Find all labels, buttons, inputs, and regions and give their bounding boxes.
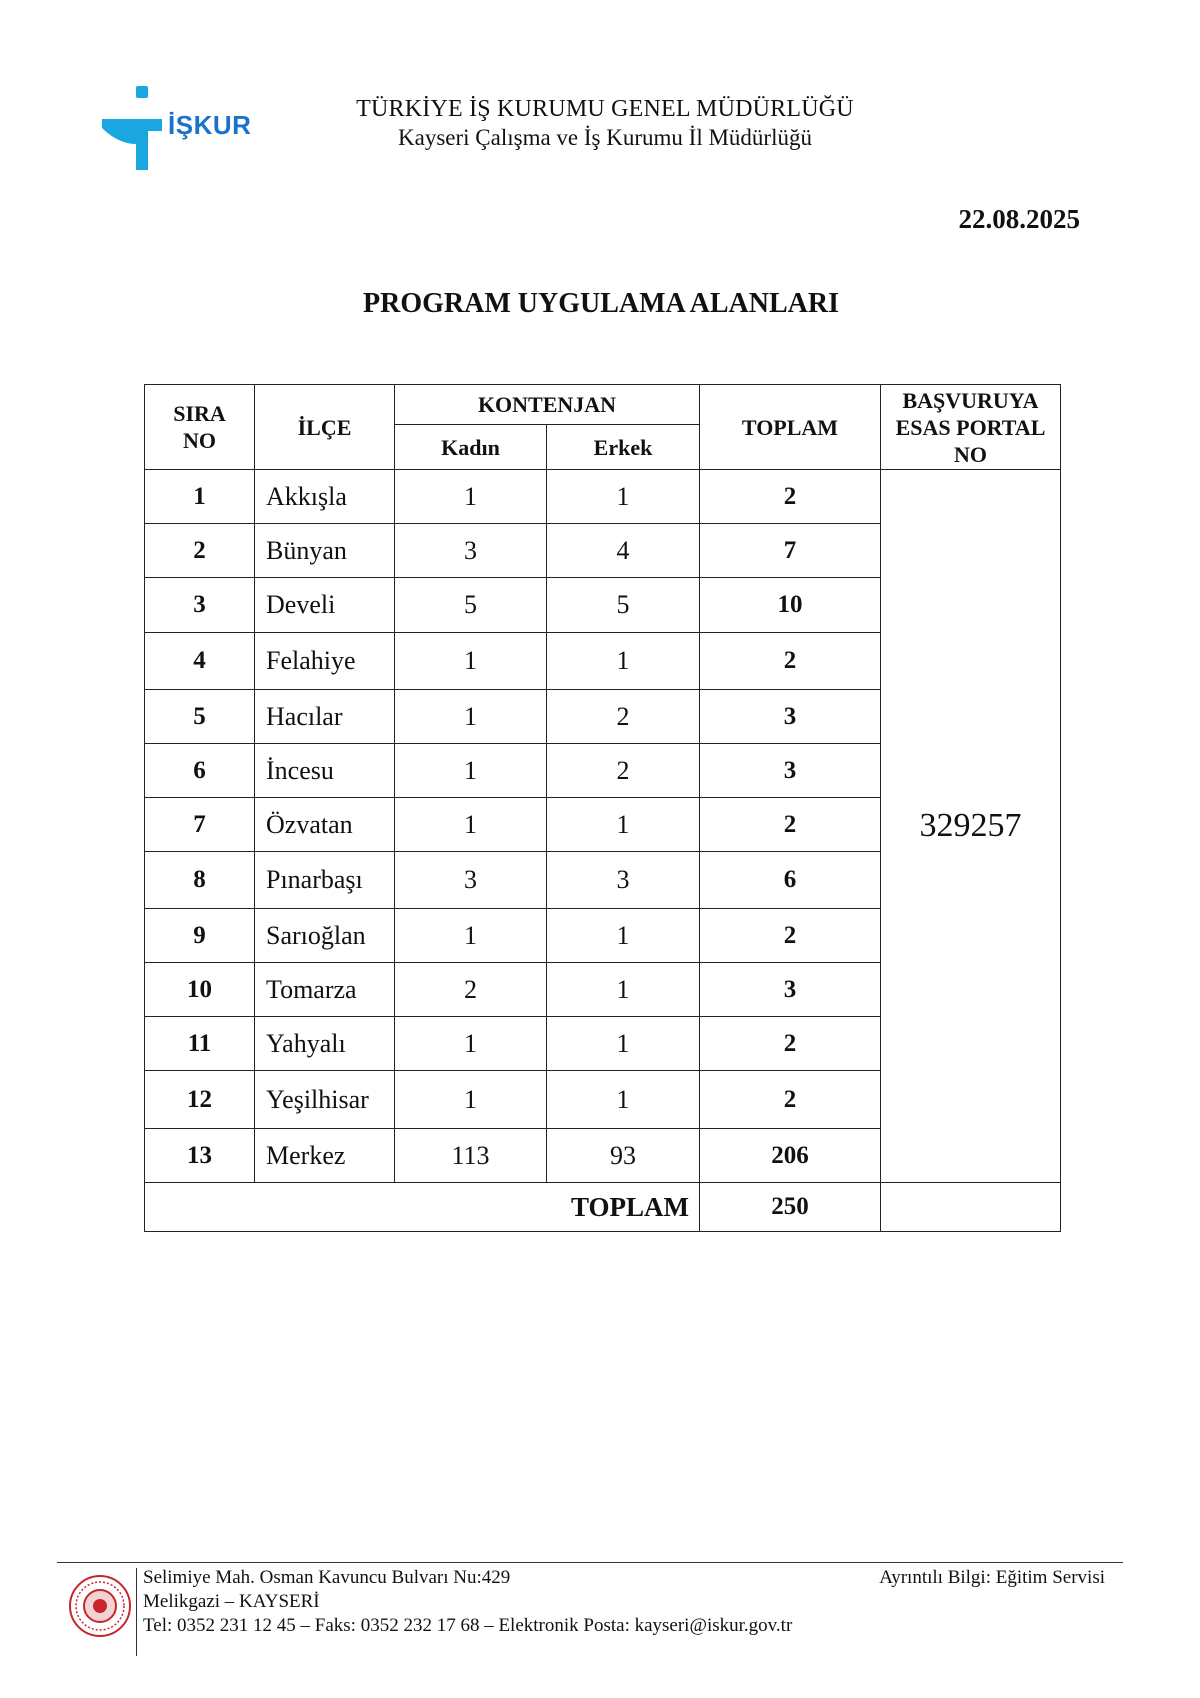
row-no: 4 (145, 633, 255, 690)
row-toplam: 2 (700, 1017, 881, 1071)
footer-address-line1: Selimiye Mah. Osman Kavuncu Bulvarı Nu:429 (143, 1567, 511, 1588)
row-kadin: 1 (395, 690, 547, 744)
row-ilce: Merkez (255, 1129, 395, 1183)
footer-contact-line: Tel: 0352 231 12 45 – Faks: 0352 232 17 68 – Elektronik Posta: kayseri@iskur.gov.tr (143, 1615, 793, 1636)
org-name: TÜRKİYE İŞ KURUMU GENEL MÜDÜRLÜĞÜ (356, 96, 854, 122)
row-no: 5 (145, 690, 255, 744)
header-ilce: İLÇE (255, 385, 395, 470)
document-title-text: PROGRAM UYGULAMA ALANLARI (363, 288, 839, 319)
row-no: 9 (145, 909, 255, 963)
row-ilce: Pınarbaşı (255, 852, 395, 909)
row-kadin: 3 (395, 524, 547, 578)
row-ilce: Sarıoğlan (255, 909, 395, 963)
row-erkek: 5 (547, 578, 700, 633)
header-row (145, 385, 1061, 425)
header-kontenjan: KONTENJAN (395, 385, 700, 425)
row-kadin: 1 (395, 744, 547, 798)
row-no: 1 (145, 470, 255, 524)
row-ilce: Bünyan (255, 524, 395, 578)
footer-contact (143, 1566, 792, 1638)
row-toplam: 6 (700, 852, 881, 909)
row-kadin: 1 (395, 470, 547, 524)
row-ilce: Akkışla (255, 470, 395, 524)
table-row (145, 470, 1061, 524)
total-value: 250 (700, 1183, 881, 1232)
row-no: 8 (145, 852, 255, 909)
portal-number: 329257 (881, 470, 1061, 1183)
row-toplam: 7 (700, 524, 881, 578)
organization-header (300, 96, 910, 151)
row-no: 12 (145, 1071, 255, 1129)
row-kadin: 5 (395, 578, 547, 633)
row-toplam: 2 (700, 909, 881, 963)
row-no: 10 (145, 963, 255, 1017)
row-toplam: 2 (700, 798, 881, 852)
header-kadin: Kadın (395, 425, 547, 470)
row-toplam: 3 (700, 963, 881, 1017)
program-areas-table (144, 384, 1061, 1232)
row-erkek: 2 (547, 744, 700, 798)
footer-divider (57, 1562, 1123, 1563)
row-toplam: 206 (700, 1129, 881, 1183)
seal-icon (68, 1574, 132, 1638)
total-portal-empty (881, 1183, 1061, 1232)
row-ilce: Özvatan (255, 798, 395, 852)
row-ilce: Hacılar (255, 690, 395, 744)
footer-separator (136, 1568, 137, 1656)
row-kadin: 113 (395, 1129, 547, 1183)
header-sira-no: SIRA NO (145, 385, 255, 470)
row-ilce: Yahyalı (255, 1017, 395, 1071)
row-erkek: 4 (547, 524, 700, 578)
header-toplam: TOPLAM (700, 385, 881, 470)
org-unit: Kayseri Çalışma ve İş Kurumu İl Müdürlüğü (398, 125, 812, 150)
row-erkek: 1 (547, 798, 700, 852)
logo-text: İŞKUR (168, 110, 252, 140)
row-toplam: 2 (700, 470, 881, 524)
total-label: TOPLAM (145, 1183, 700, 1232)
row-toplam: 2 (700, 1071, 881, 1129)
footer-info: Ayrıntılı Bilgi: Eğitim Servisi (879, 1567, 1105, 1588)
row-kadin: 1 (395, 1017, 547, 1071)
row-erkek: 1 (547, 633, 700, 690)
row-no: 7 (145, 798, 255, 852)
row-no: 11 (145, 1017, 255, 1071)
row-no: 6 (145, 744, 255, 798)
row-ilce: Tomarza (255, 963, 395, 1017)
footer-address-line2: Melikgazi – KAYSERİ (143, 1591, 320, 1612)
row-erkek: 93 (547, 1129, 700, 1183)
document-date: 22.08.2025 (958, 204, 1080, 234)
row-no: 13 (145, 1129, 255, 1183)
row-kadin: 1 (395, 633, 547, 690)
row-erkek: 2 (547, 690, 700, 744)
total-row (145, 1183, 1061, 1232)
row-kadin: 2 (395, 963, 547, 1017)
row-toplam: 2 (700, 633, 881, 690)
header-portal-no: BAŞVURUYA ESAS PORTAL NO (881, 385, 1061, 470)
row-kadin: 1 (395, 798, 547, 852)
row-erkek: 1 (547, 909, 700, 963)
header-erkek: Erkek (547, 425, 700, 470)
row-erkek: 1 (547, 470, 700, 524)
document-title (0, 288, 1200, 320)
row-ilce: Felahiye (255, 633, 395, 690)
row-no: 3 (145, 578, 255, 633)
row-erkek: 1 (547, 1017, 700, 1071)
row-toplam: 10 (700, 578, 881, 633)
row-kadin: 1 (395, 1071, 547, 1129)
row-kadin: 3 (395, 852, 547, 909)
row-no: 2 (145, 524, 255, 578)
row-ilce: İncesu (255, 744, 395, 798)
row-erkek: 1 (547, 963, 700, 1017)
row-erkek: 1 (547, 1071, 700, 1129)
row-toplam: 3 (700, 690, 881, 744)
row-kadin: 1 (395, 909, 547, 963)
row-toplam: 3 (700, 744, 881, 798)
row-ilce: Yeşilhisar (255, 1071, 395, 1129)
row-erkek: 3 (547, 852, 700, 909)
row-ilce: Develi (255, 578, 395, 633)
